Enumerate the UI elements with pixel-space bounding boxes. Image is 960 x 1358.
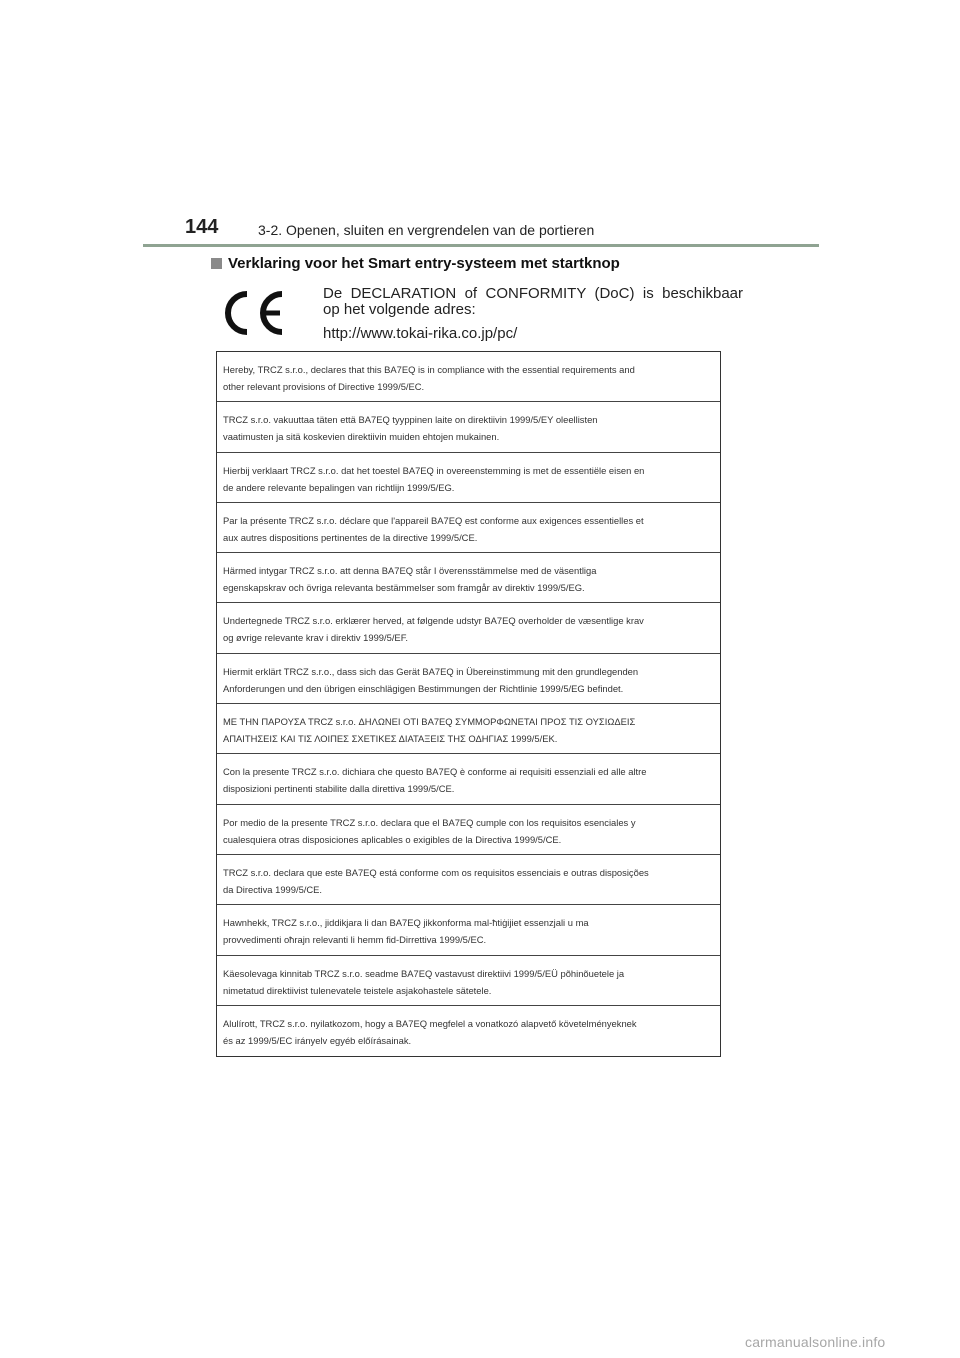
declaration-line: Hawnhekk, TRCZ s.r.o., jiddikjara li dan BA7EQ jikkonforma mal-ħtiġijiet essenzjali u ma: [223, 917, 589, 929]
declaration-line: ΑΠΑΙΤΗΣΕΙΣ ΚΑΙ ΤΙΣ ΛΟΙΠΕΣ ΣΧΕΤΙΚΕΣ ΔΙΑΤΑΞΕΙΣ ΤΗΣ ΟΔΗΓΙΑΣ 1999/5/ΕΚ.: [223, 733, 558, 745]
declaration-line: Con la presente TRCZ s.r.o. dichiara che questo BA7EQ è conforme ai requisiti essenziali ed alle altre: [223, 766, 647, 778]
declaration-line: provvedimenti oħrajn relevanti li hemm fid-Dirrettiva 1999/5/EC.: [223, 934, 487, 946]
doc-notice: [323, 286, 743, 342]
declaration-line: Hiermit erklärt TRCZ s.r.o., dass sich das Gerät BA7EQ in Übereinstimmung mit den grundlegenden: [223, 665, 639, 677]
declarations-table: [216, 351, 721, 1057]
declaration-row: [217, 1006, 720, 1056]
declaration-row: [217, 905, 720, 955]
declaration-line: de andere relevante bepalingen van richtlijn 1999/5/EG.: [223, 481, 455, 493]
declaration-line: Alulírott, TRCZ s.r.o. nyilatkozom, hogy a BA7EQ megfelel a vonatkozó alapvető követelményeknek: [223, 1017, 637, 1029]
declaration-line: disposizioni pertinenti stabilite dalla direttiva 1999/5/CE.: [223, 783, 455, 795]
declaration-line: Anforderungen und den übrigen einschlägigen Bestimmungen der Richtlinie 1999/5/EG befindet.: [223, 682, 624, 694]
declaration-row: [217, 503, 720, 553]
declaration-line: other relevant provisions of Directive 1999/5/EC.: [223, 381, 425, 392]
declaration-row: [217, 603, 720, 653]
watermark: carmanualsonline.info: [745, 1334, 886, 1350]
declaration-row: [217, 352, 720, 402]
declaration-row: [217, 453, 720, 503]
declaration-line: Hereby, TRCZ s.r.o., declares that this BA7EQ is in compliance with the essential requirements and: [223, 364, 635, 375]
ce-mark-icon: [222, 290, 288, 336]
declaration-line: Härmed intygar TRCZ s.r.o. att denna BA7EQ står I överensstämmelse med de väsentliga: [223, 565, 597, 577]
square-bullet-icon: [211, 258, 222, 269]
declaration-line: Por medio de la presente TRCZ s.r.o. declara que el BA7EQ cumple con los requisitos esenciales y: [223, 816, 636, 828]
declaration-line: da Directiva 1999/5/CE.: [223, 883, 323, 895]
declaration-row: [217, 754, 720, 804]
declaration-line: vaatimusten ja sitä koskevien direktiivin muiden ehtojen mukainen.: [223, 431, 500, 443]
doc-url: http://www.tokai-rika.co.jp/pc/: [323, 325, 518, 342]
page-header: [143, 216, 819, 246]
doc-notice-line2: op het volgende adres:: [323, 301, 476, 318]
declaration-line: és az 1999/5/EC irányelv egyéb előírásainak.: [223, 1034, 412, 1046]
declaration-row: [217, 654, 720, 704]
declaration-line: cualesquiera otras disposiciones aplicables o exigibles de la Directiva 1999/5/CE.: [223, 833, 562, 845]
declaration-line: Undertegnede TRCZ s.r.o. erklærer herved, at følgende udstyr BA7EQ overholder de væsentlige krav: [223, 615, 644, 627]
declaration-line: TRCZ s.r.o. vakuuttaa täten että BA7EQ tyyppinen laite on direktiivin 1999/5/EY oleellisten: [223, 414, 598, 426]
header-rule: [143, 244, 819, 247]
declaration-line: egenskapskrav och övriga relevanta bestämmelser som framgår av direktiv 1999/5/EG.: [223, 582, 585, 594]
declaration-line: Par la présente TRCZ s.r.o. déclare que l'appareil BA7EQ est conforme aux exigences essentielles et: [223, 514, 644, 526]
chapter-title: 3-2. Openen, sluiten en vergrendelen van de portieren: [258, 222, 595, 238]
declaration-line: nimetatud direktiivist tulenevatele teistele asjakohastele sätetele.: [223, 984, 492, 996]
declaration-row: [217, 402, 720, 452]
declaration-row: [217, 704, 720, 754]
doc-notice-line1: De DECLARATION of CONFORMITY (DoC) is beschikbaar: [323, 285, 743, 302]
declaration-line: ΜΕ ΤΗΝ ΠΑΡΟΥΣΑ TRCZ s.r.o. ΔΗΛΩΝΕΙ ΟΤΙ BA7EQ ΣΥΜΜΟΡΦΩΝΕΤΑΙ ΠΡΟΣ ΤΙΣ ΟΥΣΙΩΔΕΙΣ: [223, 716, 636, 728]
declaration-row: [217, 805, 720, 855]
declaration-row: [217, 553, 720, 603]
declaration-line: aux autres dispositions pertinentes de la directive 1999/5/CE.: [223, 531, 478, 543]
section-heading-text: Verklaring voor het Smart entry-systeem met startknop: [228, 255, 620, 272]
declaration-line: TRCZ s.r.o. declara que este BA7EQ está conforme com os requisitos essenciais e outras disposições: [223, 866, 649, 878]
declaration-row: [217, 855, 720, 905]
declaration-line: Käesolevaga kinnitab TRCZ s.r.o. seadme BA7EQ vastavust direktiivi 1999/5/EÜ põhinõuetele ja: [223, 967, 625, 979]
declaration-line: og øvrige relevante krav i direktiv 1999/5/EF.: [223, 632, 408, 644]
page-number: 144: [185, 216, 219, 238]
section-heading: [211, 255, 620, 272]
declaration-row: [217, 956, 720, 1006]
declaration-line: Hierbij verklaart TRCZ s.r.o. dat het toestel BA7EQ in overeenstemming is met de essentiële eisen en: [223, 464, 645, 476]
